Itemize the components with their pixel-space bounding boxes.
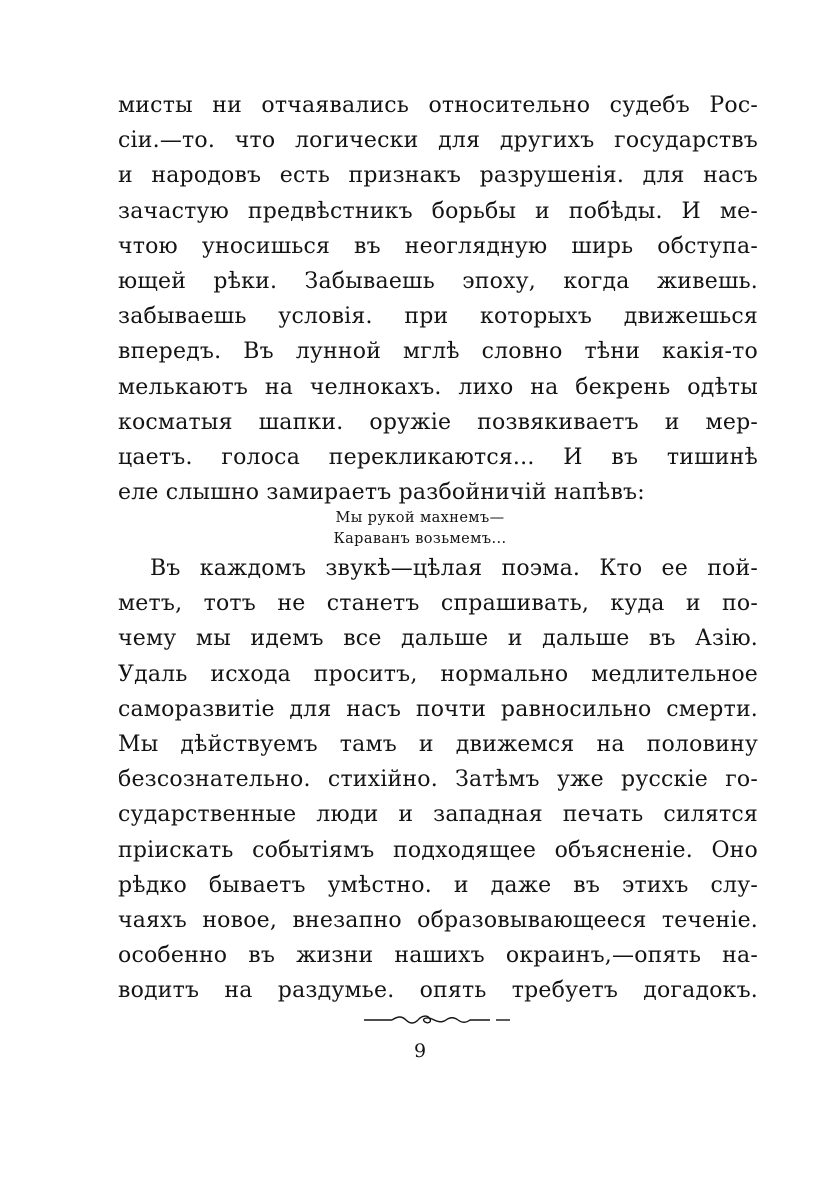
text-line: мисты ни отчаявались относительно судебъ Рос- (118, 93, 758, 118)
text-line: пріискать событіямъ подходящее объясненіе. Оно (118, 837, 758, 863)
text-line: чтою уносишься въ неоглядную ширь обступа- (118, 233, 758, 259)
text-line: водитъ на раздумье. опять требуетъ догадокъ. (118, 978, 758, 1004)
text-line: Удаль исхода проситъ, нормально медлительное (118, 661, 758, 687)
text-line: забываешь условія. при которыхъ движешься (118, 304, 758, 330)
text-line: Мы дѣйствуемъ тамъ и движемся на половину (118, 731, 758, 757)
text-line: еле слышно замираетъ разбойничій напѣвъ: (118, 480, 645, 506)
text-line: рѣдко бываетъ умѣстно. и даже въ этихъ слу- (118, 872, 758, 898)
text-line: сударственные люди и западная печать силятся (118, 802, 758, 828)
paragraph-2 (118, 551, 758, 1008)
text-line: саморазвитіе для насъ почти равносильно смерти. (118, 696, 758, 722)
text-line: безсознательно. стихійно. Затѣмъ уже русскіе го- (118, 767, 758, 793)
ornament-divider-icon (362, 1013, 512, 1027)
text-line: ющей рѣки. Забываешь эпоху, когда живешь. (118, 268, 758, 294)
text-line: впередъ. Въ лунной мглѣ словно тѣни какія-то (118, 339, 758, 365)
text-line: чаяхъ новое, внезапно образовывающееся теченіе. (118, 907, 758, 933)
text-line: мелькаютъ на челнокахъ. лихо на бекрень одѣты (118, 374, 758, 400)
verse-line-2: Караванъ возьмемъ... (333, 531, 507, 547)
text-line: сіи.—то. что логически для другихъ государствъ (118, 128, 758, 154)
paragraph-1 (118, 88, 758, 510)
text-line: и народовъ есть признакъ разрушенія. для насъ (118, 163, 758, 189)
page-number: 9 (413, 1040, 427, 1062)
text-line: метъ, тотъ не станетъ спрашивать, куда и по- (118, 591, 758, 617)
text-line: косматыя шапки. оружіе позвякиваетъ и мер- (118, 409, 758, 435)
verse-line-1: Мы рукой махнемъ— (335, 510, 505, 526)
text-line: зачастую предвѣстникъ борьбы и побѣды. И ме- (118, 198, 758, 224)
text-line: Въ каждомъ звукѣ—цѣлая поэма. Кто ее пой- (150, 556, 758, 581)
text-line: цаетъ. голоса перекликаются... И въ тишинѣ (118, 444, 758, 470)
text-line: особенно въ жизни нашихъ окраинъ,—опять на- (118, 943, 758, 969)
text-line: чему мы идемъ все дальше и дальше въ Азію. (118, 626, 758, 652)
